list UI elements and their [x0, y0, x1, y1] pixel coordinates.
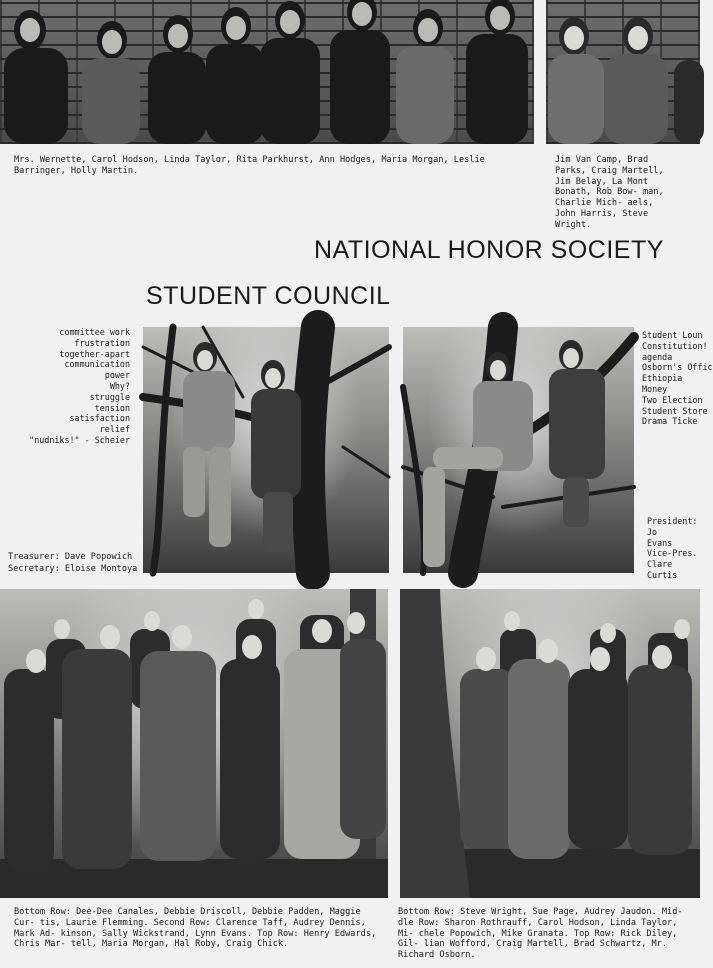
tree-and-officers-right: [403, 327, 634, 573]
caption-treasurer: Treasurer: Dave Popowich: [8, 552, 133, 562]
caption-bottom-left: Bottom Row: Dee-Dee Canales, Debbie Driscoll, Debbie Padden, Maggie Cur- tis, Laurie Flemming. Second Row: Clarence Taff, Audrey Dennis, Mark Ad- kinson, Sally Wickstrand, Lynn Evans. Top Row: Henry Edwards, Chris Mar- tell, Maria Morgan, Hal Roby, Craig Chick.: [14, 907, 377, 950]
list-item: Jo: [647, 526, 658, 537]
list-item: Drama Ticke: [642, 416, 698, 427]
list-item: communication: [64, 359, 130, 370]
list-item: Ethiopia: [642, 373, 683, 384]
list-item: Evans: [647, 537, 673, 548]
list-item: together-apart: [59, 348, 130, 359]
list-item: Money: [642, 383, 668, 394]
list-item: power: [104, 370, 130, 381]
list-item: satisfaction: [69, 413, 130, 424]
people-silhouettes-council-right: [400, 589, 700, 898]
list-item: "nudniks!" - Scheier: [29, 434, 130, 445]
photo-council-tree-left: [143, 327, 389, 573]
list-item: frustration: [74, 337, 130, 348]
photo-nhs-group-right: [546, 0, 700, 144]
list-item: Constitution!: [642, 340, 708, 351]
list-item: Student Store: [642, 405, 708, 416]
people-silhouettes-council-left: [0, 589, 388, 898]
list-item: Vice-Pres.: [647, 548, 698, 559]
list-item: agenda: [642, 351, 673, 362]
caption-bottom-right: Bottom Row: Steve Wright, Sue Page, Audrey Jaudon. Mid- dle Row: Sharon Rothrauff, Carol Hodson, Linda Taylor, Mi- chele Popowich, Mike Granata. Top Row: Rick Diley, Gil- lian Wofford, Craig Martell, Brad Schwartz, Mr. Richard Osborn.: [398, 907, 683, 961]
list-item: Osborn's Offic: [642, 362, 713, 373]
people-silhouettes-nhs-right: [546, 0, 700, 144]
list-item: Curtis: [647, 569, 678, 580]
list-item: President:: [647, 516, 698, 526]
list-item: Clare: [647, 559, 673, 570]
list-item: struggle: [89, 391, 130, 402]
photo-council-tree-right: [403, 327, 634, 573]
list-item: committee work: [59, 327, 130, 337]
heading-national-honor-society: NATIONAL HONOR SOCIETY: [314, 236, 664, 264]
heading-student-council: STUDENT COUNCIL: [146, 282, 391, 310]
caption-nhs-left: Mrs. Wernette, Carol Hodson, Linda Taylor, Rita Parkhurst, Ann Hodges, Maria Morgan, Leslie Barringer, Holly Martin.: [14, 155, 485, 176]
caption-nhs-right: Jim Van Camp, Brad Parks, Craig Martell, Jim Belay, La Mont Bonath, Rob Bow- man, Charlie Mich- aels, John Harris, Steve Wright.: [555, 155, 664, 230]
word-list-left: [20, 327, 130, 446]
people-silhouettes-nhs-left: [0, 0, 534, 144]
caption-secretary: Secretary: Eloise Montoya: [8, 564, 138, 574]
photo-nhs-group-left: [0, 0, 534, 144]
word-list-right: [642, 330, 713, 427]
list-item: Student Loun: [642, 330, 703, 340]
list-item: Two Election: [642, 394, 703, 405]
list-item: relief: [99, 424, 130, 435]
photo-council-group-left: [0, 589, 388, 898]
list-item: Why?: [109, 380, 130, 391]
photo-council-group-right: [400, 589, 700, 898]
officers-list: [647, 516, 700, 581]
tree-and-officers-left: [143, 327, 389, 573]
list-item: tension: [94, 402, 130, 413]
